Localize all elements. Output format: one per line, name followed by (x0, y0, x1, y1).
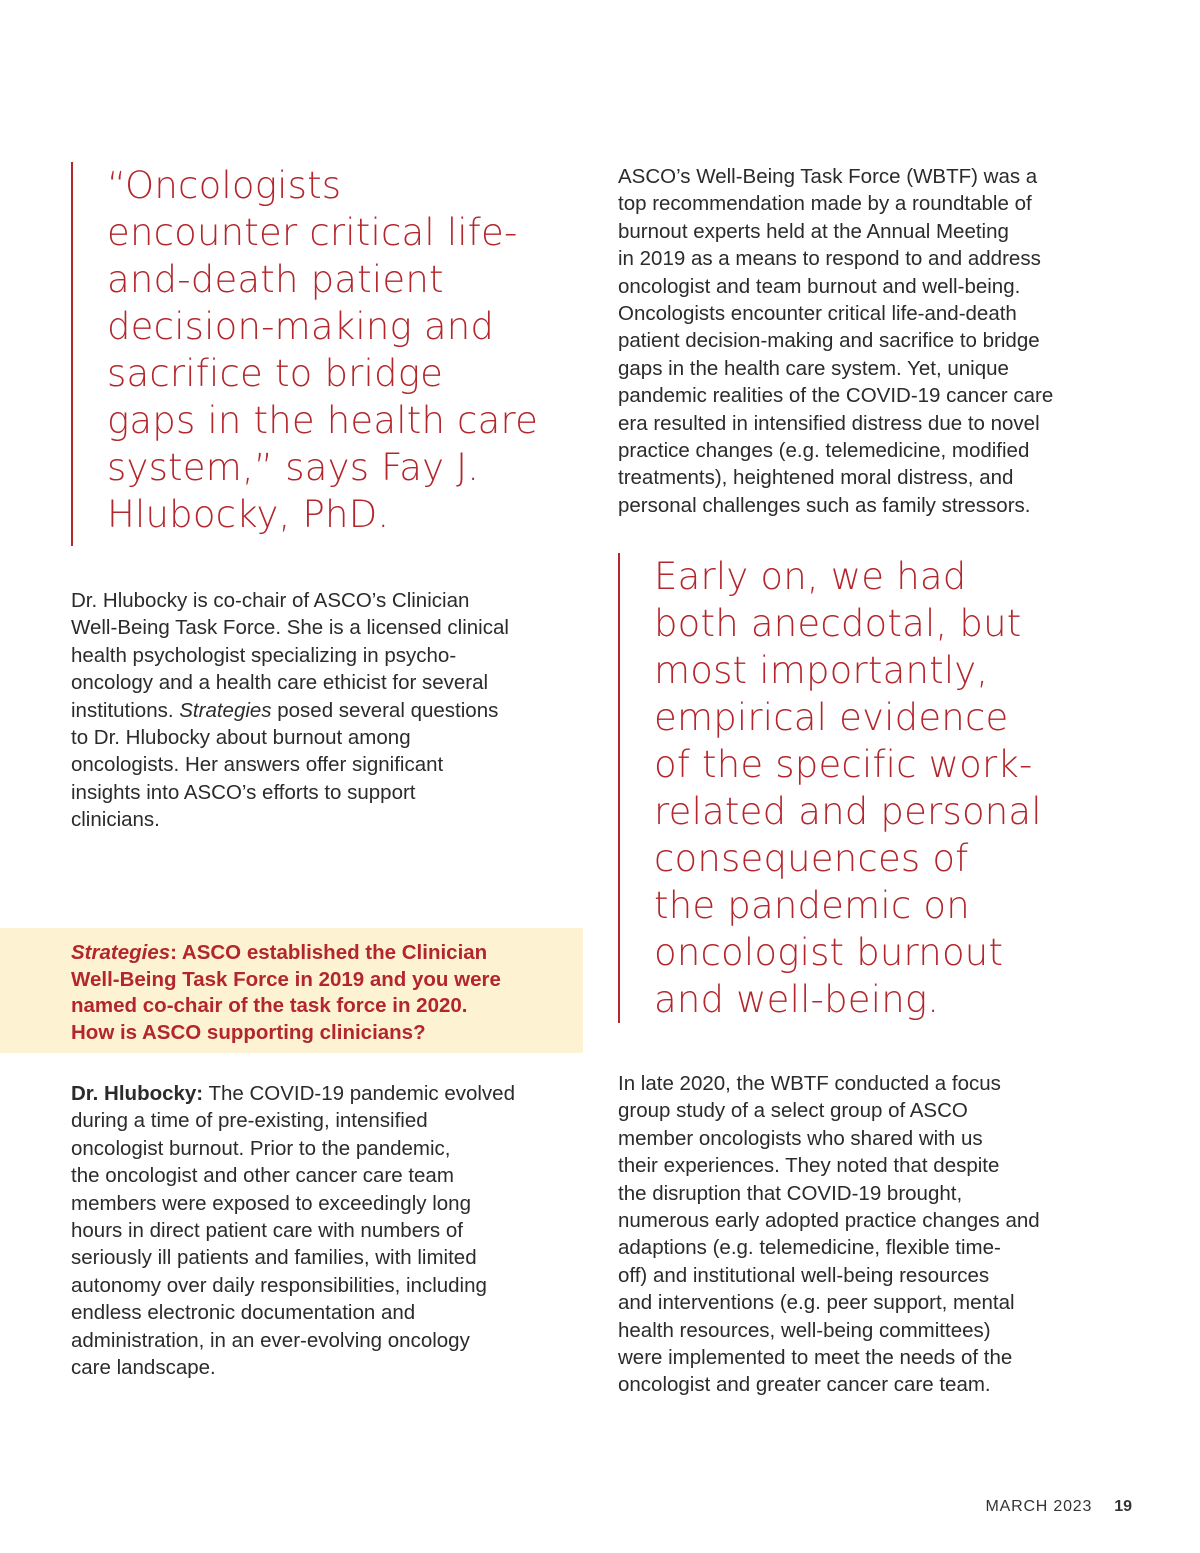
answer-body: The COVID-19 pandemic evolved during a time of pre-existing, intensified oncologist burnout. Prior to the pandemic, the oncologist and other cancer care team members were exposed to exceedingly long hours in direct patient care with numbers of seriously ill patients and families, with limited autonomy over daily responsibilities, including endless electronic documentation and administration, in an ever-evolving oncology care landscape. (71, 1082, 515, 1380)
question-publication-name: Strategies (71, 941, 171, 964)
intro-publication-name: Strategies (179, 698, 272, 722)
issue-date: MARCH 2023 (985, 1498, 1093, 1515)
right-paragraph-1: ASCO’s Well-Being Task Force (WBTF) was a top recommendation made by a roundtable of burnout experts held at the Annual Meeting in 2019 as a means to respond to and address oncologist and team burnout and well-being. Oncologists encounter critical life-and-death patient decision-making and sacrifice to bridge gaps in the health care system. Yet, unique pandemic realities of the COVID-19 cancer care era resulted in intensified distress due to novel practice changes (e.g. telemedicine, modified treatments), heightened moral distress, and personal challenges such as family stressors. (618, 165, 1054, 517)
intro-text-1: Dr. Hlubocky is co-chair of ASCO’s Clinician Well-Being Task Force. She is a licensed clinical health psychologist specializing in psycho- oncology and a health care ethicist for several institutions. (71, 589, 509, 722)
pull-quote-left: “Oncologists encounter critical life- and-death patient decision-making and sacrifice to bridge gaps in the health care system,” says Fay J. Hlubocky, PhD. (71, 162, 617, 546)
question-text (71, 940, 571, 1046)
answer-paragraph (71, 1080, 586, 1381)
intro-paragraph (71, 587, 586, 834)
right-paragraph-2: In late 2020, the WBTF conducted a focus group study of a select group of ASCO member oncologists who shared with us their experiences. They noted that despite the disruption that COVID-19 brought, numerous early adopted practice changes and adaptions (e.g. telemedicine, flexible time- off) and institutional well-being resources and interventions (e.g. peer support, mental health resources, well-being committees) were implemented to meet the needs of the oncologist and greater cancer care team. (618, 1072, 1040, 1397)
page-footer (986, 1498, 1133, 1516)
pull-quote-right: Early on, we had both anecdotal, but most importantly, empirical evidence of the specific work- related and personal consequences of the pandemic on oncologist burnout and well-being. (618, 553, 1174, 1023)
answer-speaker: Dr. Hlubocky: (71, 1082, 204, 1105)
page-number: 19 (1114, 1498, 1132, 1515)
question-body: : ASCO established the Clinician Well-Being Task Force in 2019 and you were named co-chair of the task force in 2020. How is ASCO supporting clinicians? (71, 941, 501, 1044)
intro-text-2: posed several questions to Dr. Hlubocky about burnout among oncologists. Her answers offer significant insights into ASCO’s efforts to support clinicians. (71, 698, 499, 832)
